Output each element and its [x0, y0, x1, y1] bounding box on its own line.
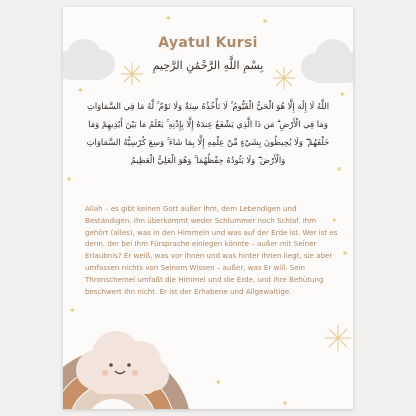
page-title: Ayatul Kursi [158, 35, 258, 51]
sparkle-star-icon [325, 325, 351, 351]
arabic-verse-text: اللَّهُ لَا إِلَٰهَ إِلَّا هُوَ الْحَيُّ الْقَيُّومُ ۚ لَا تَأْخُذُهُ سِنَةٌ وَلَا نَوْمٌ ۚ لَّهُ مَا فِي السَّمَاوَاتِ وَمَا فِي الْأَرْضِ ۗ مَن ذَا الَّذِي يَشْفَعُ عِندَهُ إِلَّا بِإِذْنِهِ ۚ يَعْلَمُ مَا بَيْنَ أَيْدِيهِمْ وَمَا خَلْفَهُمْ ۖ وَلَا يُحِيطُونَ بِشَيْءٍ مِّنْ عِلْمِهِ إِلَّا بِمَا شَاءَ ۚ وَسِعَ كُرْسِيُّهُ السَّمَاوَاتِ وَالْأَرْضَ ۖ وَلَا يَئُودُهُ حِفْظُهُمَا ۚ وَهُوَ الْعَلِيُّ الْعَظِيمُ [86, 101, 330, 165]
smiling-cloud-icon [71, 325, 171, 395]
dot-icon [67, 177, 71, 181]
star-icon: ✦ [331, 216, 338, 225]
german-translation-text: Allah – es gibt keinen Gott außer Ihm, dem Lebendigen und Beständigen. Ihn überkommt weder Schlummer noch Schlaf. Ihm gehört (alles), was in den Himmeln und was auf der Erde ist. Wer ist es denn, der bei Ihm Fürsprache einlegen könnte – außer mit Seiner Erlaubnis? Er weiß, was vor ihnen und was hinter ihnen liegt, sie aber umfassen nichts von Seinem Wissen – außer, was Er will. Sein Thronschemel umfaßt die Himmel und die Erde, und ihre Behütung beschwert Ihn nicht. Er ist der Erhabene und Allgewaltige. [85, 204, 338, 296]
dot-icon [343, 251, 347, 255]
star-icon: ✦ [165, 14, 172, 23]
dot-icon [337, 167, 341, 171]
poster [63, 7, 353, 409]
star-icon: ✦ [215, 378, 222, 387]
dot-icon [283, 401, 287, 405]
star-icon: ✦ [77, 86, 84, 95]
star-icon: ✦ [339, 90, 346, 99]
basmala-text: بِسْمِ اللَّهِ الرَّحْمَٰنِ الرَّحِيمِ [152, 59, 264, 72]
dot-icon [263, 19, 267, 23]
star-icon: ✦ [69, 306, 76, 315]
